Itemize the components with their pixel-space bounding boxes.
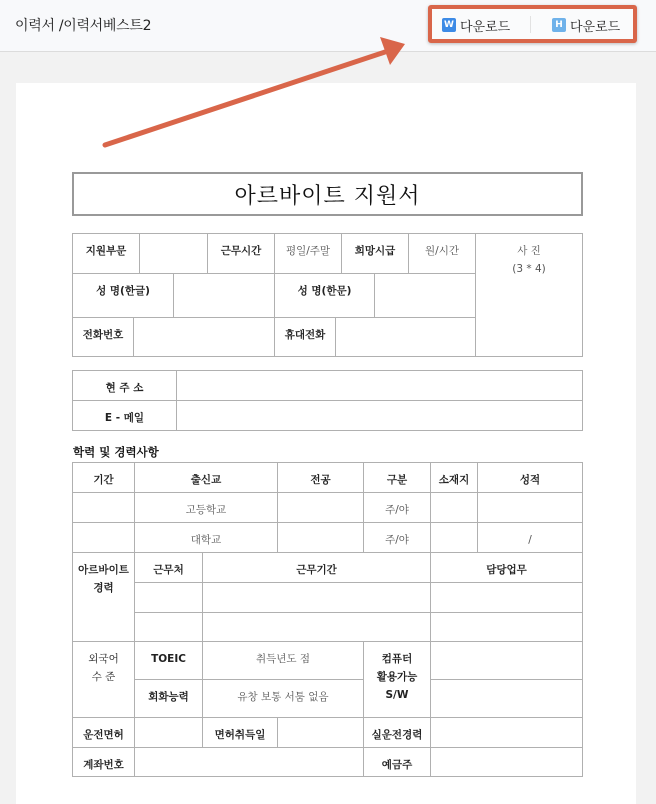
download-word-button[interactable] <box>442 15 510 35</box>
download-hwp-label: 다운로드 <box>570 19 621 35</box>
edu-row1-major[interactable] <box>277 492 364 523</box>
photo-size: (3 * 4) <box>512 263 546 275</box>
phone-field[interactable] <box>133 317 275 357</box>
driver-license-label: 운전면허 <box>72 717 135 748</box>
driving-experience-field[interactable] <box>430 717 583 748</box>
conversation-value[interactable]: 유창 보통 서툼 없음 <box>202 679 364 718</box>
education-section-title: 학력 및 경력사항 <box>73 445 159 459</box>
toeic-label: TOEIC <box>134 641 203 680</box>
language-label-line1: 외국어 <box>88 653 119 665</box>
form-title: 아르바이트 지원서 <box>72 172 583 216</box>
parttime-label <box>72 552 135 642</box>
edu-header-type: 구분 <box>363 462 431 493</box>
edu-header-location: 소재지 <box>430 462 478 493</box>
edu-row2-location[interactable] <box>430 522 478 553</box>
edu-row2-major[interactable] <box>277 522 364 553</box>
download-word-label: 다운로드 <box>460 19 511 35</box>
computer-line1: 컴퓨터 <box>381 653 413 665</box>
parttime-header-duty: 담당업무 <box>430 552 583 583</box>
download-hwp-button[interactable] <box>552 15 620 35</box>
computer-sw-label <box>363 641 431 718</box>
edu-row1-location[interactable] <box>430 492 478 523</box>
edu-row2-grade[interactable]: / <box>477 522 583 553</box>
name-korean-field[interactable] <box>173 273 275 318</box>
wage-unit[interactable]: 원/시간 <box>408 233 476 274</box>
edu-row1-period[interactable] <box>72 492 135 523</box>
holder-label: 예금주 <box>363 747 431 777</box>
edu-row2-period[interactable] <box>72 522 135 553</box>
toeic-value[interactable]: 취득년도 점 <box>202 641 364 680</box>
mobile-field[interactable] <box>335 317 476 357</box>
edu-row1-grade[interactable] <box>477 492 583 523</box>
parttime-row2-workplace[interactable] <box>134 612 203 642</box>
holder-field[interactable] <box>430 747 583 777</box>
address-label: 현 주 소 <box>72 370 177 401</box>
account-field[interactable] <box>134 747 364 777</box>
parttime-row2-period[interactable] <box>202 612 431 642</box>
conversation-label: 회화능력 <box>134 679 203 718</box>
edu-row2-school[interactable]: 대학교 <box>134 522 278 553</box>
name-hanja-label: 성 명(한문) <box>274 273 375 318</box>
computer-line3: S/W <box>385 689 409 701</box>
edu-header-major: 전공 <box>277 462 364 493</box>
parttime-row1-period[interactable] <box>202 582 431 613</box>
driver-license-field[interactable] <box>134 717 203 748</box>
edu-header-school: 출신교 <box>134 462 278 493</box>
computer-line2: 활용가능 <box>376 671 418 683</box>
work-time-value[interactable]: 평일/주말 <box>274 233 342 274</box>
parttime-header-workplace: 근무처 <box>134 552 203 583</box>
computer-sw-field-2[interactable] <box>430 679 583 718</box>
edu-header-grade: 성적 <box>477 462 583 493</box>
divider <box>530 16 531 33</box>
mobile-label: 휴대전화 <box>274 317 336 357</box>
email-field[interactable] <box>176 400 583 431</box>
driving-experience-label: 실운전경력 <box>363 717 431 748</box>
phone-label: 전화번호 <box>72 317 134 357</box>
parttime-header-period: 근무기간 <box>202 552 431 583</box>
parttime-row1-workplace[interactable] <box>134 582 203 613</box>
word-file-icon: W <box>442 18 456 32</box>
language-label-line2: 수 준 <box>91 671 116 683</box>
parttime-row1-duty[interactable] <box>430 582 583 613</box>
name-korean-label: 성 명(한글) <box>72 273 174 318</box>
desired-wage-label: 희망시급 <box>341 233 409 274</box>
download-button-group <box>428 5 637 43</box>
top-bar <box>0 0 656 52</box>
apply-dept-label: 지원부문 <box>72 233 140 274</box>
hwp-file-icon: H <box>552 18 566 32</box>
language-label <box>72 641 135 718</box>
photo-label: 사 진 <box>517 245 541 257</box>
name-hanja-field[interactable] <box>374 273 476 318</box>
breadcrumb: 이력서 /이력서베스트2 <box>15 18 152 34</box>
edu-row1-type[interactable]: 주/야 <box>363 492 431 523</box>
account-label: 계좌번호 <box>72 747 135 777</box>
license-date-label: 면허취득일 <box>202 717 278 748</box>
parttime-row2-duty[interactable] <box>430 612 583 642</box>
parttime-label-line2: 경력 <box>93 582 114 594</box>
license-date-field[interactable] <box>277 717 364 748</box>
edu-header-period: 기간 <box>72 462 135 493</box>
apply-dept-field[interactable] <box>139 233 208 274</box>
email-label: E - 메일 <box>72 400 177 431</box>
address-field[interactable] <box>176 370 583 401</box>
computer-sw-field-1[interactable] <box>430 641 583 680</box>
work-time-label: 근무시간 <box>207 233 275 274</box>
parttime-label-line1: 아르바이트 <box>78 564 129 576</box>
edu-row1-school[interactable]: 고등학교 <box>134 492 278 523</box>
photo-box[interactable] <box>475 233 583 357</box>
edu-row2-type[interactable]: 주/야 <box>363 522 431 553</box>
